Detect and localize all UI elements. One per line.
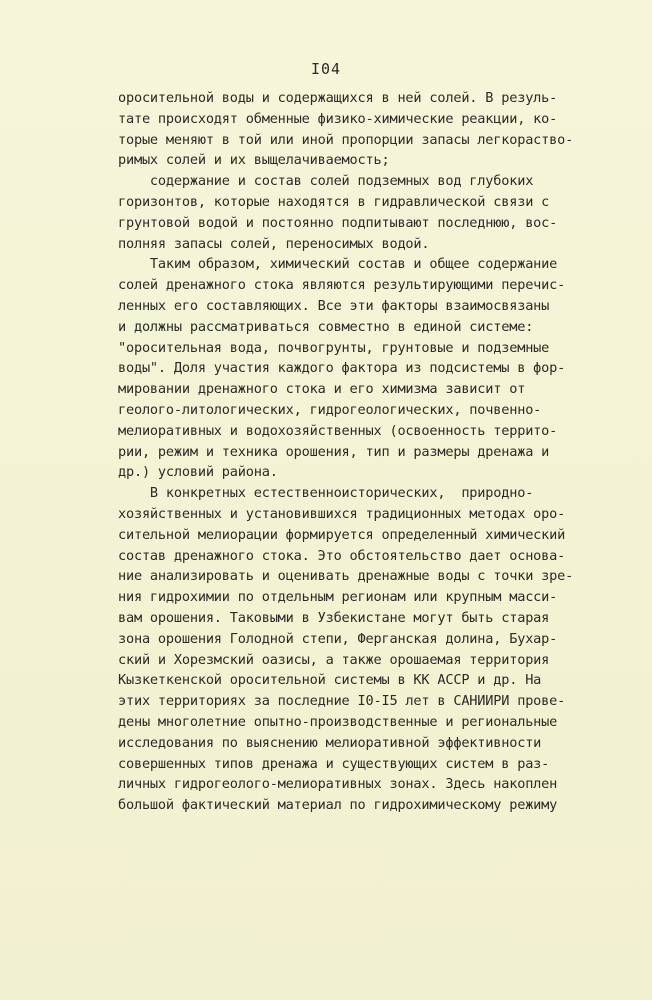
text-line: ский и Хорезмский оазисы, а также орошаемая территория: [118, 651, 550, 668]
text-line: большой фактический материал по гидрохимическому режиму: [118, 797, 558, 814]
text-line: грунтовой водой и постоянно подпитывают последнюю, вос-: [118, 214, 558, 231]
text-line: дены многолетние опытно-производственные и региональные: [118, 713, 558, 730]
text-line: совершенных типов дренажа и существующих систем в раз-: [118, 755, 550, 772]
text-line: оросительной воды и содержащихся в ней солей. В резуль-: [118, 90, 558, 106]
text-line: личных гидрогеолого-мелиоративных зонах. Здесь накоплен: [118, 776, 558, 793]
text-line: ленных его составляющих. Все эти факторы взаимосвязаны: [118, 297, 550, 314]
text-line: др.) условий района.: [118, 464, 278, 481]
text-line: "оросительная вода, почвогрунты, грунтовые и подземные: [118, 339, 550, 356]
text-line: ния гидрохимии по отдельным регионам или крупным масси-: [118, 589, 558, 606]
text-line: этих территориях за последние I0-I5 лет в САНИИРИ прове-: [118, 693, 566, 710]
text-line: вам орошения. Таковыми в Узбекистане могут быть старая: [118, 609, 550, 626]
text-line: геолого-литологических, гидрогеологических, почвенно-: [118, 401, 542, 418]
text-line: зона орошения Голодной степи, Ферганская долина, Бухар-: [118, 630, 558, 647]
page-number: I04: [310, 60, 342, 78]
text-line: исследования по выяснению мелиоративной эффективности: [118, 734, 542, 751]
text-line: воды". Доля участия каждого фактора из подсистемы в фор-: [118, 360, 566, 377]
text-line: ние анализировать и оценивать дренажные воды с точки зре-: [118, 568, 574, 585]
text-line: горизонтов, которые находятся в гидравлической связи с: [118, 193, 550, 210]
text-line: мелиоративных и водохозяйственных (освоенность террито-: [118, 422, 558, 439]
text-line: Таким образом, химический состав и общее содержание: [118, 256, 558, 273]
text-line: мировании дренажного стока и его химизма зависит от: [118, 381, 526, 398]
text-line: хозяйственных и установившихся традиционных методах оро-: [118, 505, 566, 522]
text-line: Кызкеткенской оросительной системы в КК АССР и др. На: [118, 672, 542, 689]
text-line: торые меняют в той или иной пропорции запасы легкораство-: [118, 131, 574, 148]
text-line: полняя запасы солей, переносимых водой.: [118, 235, 430, 252]
text-line: состав дренажного стока. Это обстоятельство дает основа-: [118, 547, 566, 564]
text-line: рии, режим и техника орошения, тип и размеры дренажа и: [118, 443, 550, 460]
text-line: солей дренажного стока являются результирующими перечис-: [118, 277, 566, 294]
text-line: сительной мелиорации формируется определенный химический: [118, 526, 566, 543]
body-text: [118, 88, 588, 816]
text-line: содержание и состав солей подземных вод глубоких: [118, 173, 534, 190]
text-line: римых солей и их выщелачиваемость;: [118, 152, 390, 169]
text-line: тате происходят обменные физико-химические реакции, ко-: [118, 110, 558, 127]
text-line: и должны рассматриваться совместно в единой системе:: [118, 318, 534, 335]
text-line: В конкретных естественноисторических, природно-: [118, 485, 534, 502]
